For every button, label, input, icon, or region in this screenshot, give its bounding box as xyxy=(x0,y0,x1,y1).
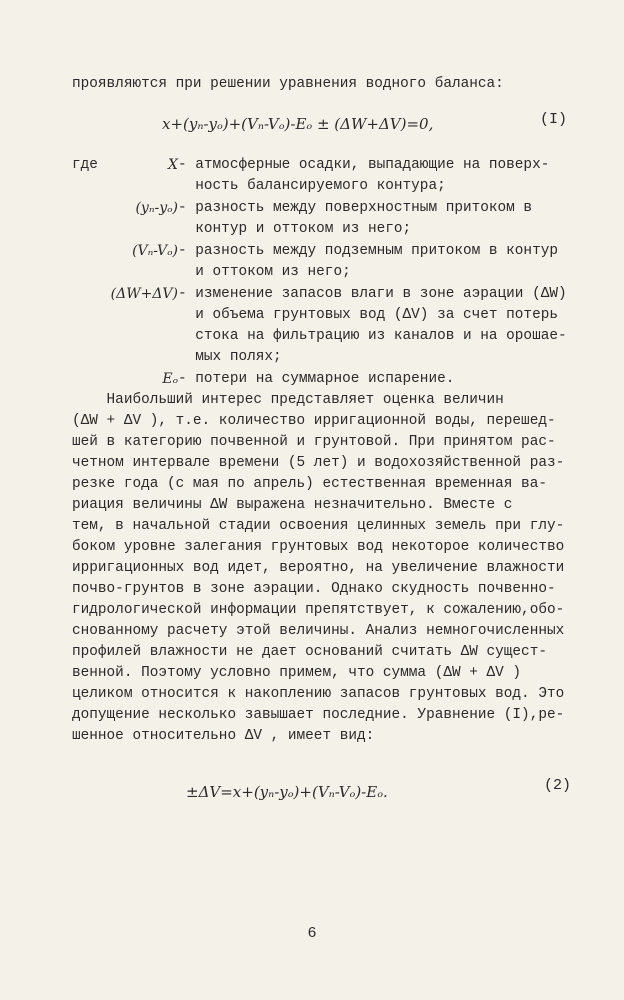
definition-term: X xyxy=(168,157,178,173)
intro-line: проявляются при решении уравнения водного баланса: xyxy=(72,76,504,92)
definition-term: (ΔW+ΔV) xyxy=(110,286,178,302)
paragraph-line: Наибольший интерес представляет оценка величин xyxy=(72,392,504,408)
definition-line: - потери на суммарное испарение. xyxy=(178,371,455,387)
where-label: где xyxy=(72,157,98,173)
definition-line: стока на фильтрацию из каналов и на орошае- xyxy=(178,328,567,344)
paragraph-line: ирригационных вод идет, вероятно, на увеличение влажности xyxy=(72,560,565,576)
definition-line: контур и оттоком из него; xyxy=(178,221,412,237)
paragraph-line: тем, в начальной стадии освоения целинных земель при глу- xyxy=(72,518,565,534)
page-number: 6 xyxy=(307,925,317,942)
definition-line: ность балансируемого контура; xyxy=(178,178,446,194)
equation-2: ±ΔV=x+(yₙ-yₒ)+(Vₙ-Vₒ)-Eₒ. xyxy=(186,783,388,801)
paragraph-line: профилей влажности не дает оснований считать ΔW сущест- xyxy=(72,644,547,660)
equation-1: x+(yₙ-yₒ)+(Vₙ-Vₒ)-Eₒ ± (ΔW+ΔV)=0, xyxy=(162,115,434,133)
paragraph-line: четном интервале времени (5 лет) и водохозяйственной раз- xyxy=(72,455,565,471)
definition-term: Eₒ xyxy=(162,371,178,387)
paragraph-line: резке года (с мая по апрель) естественная временная ва- xyxy=(72,476,547,492)
definition-line: мых полях; xyxy=(178,349,282,365)
paragraph-line: шенное относительно ΔV , имеет вид: xyxy=(72,728,375,744)
paragraph-line: боком уровне залегания грунтовых вод некоторое количество xyxy=(72,539,565,555)
paragraph-line: риация величины ΔW выражена незначительно. Вместе с xyxy=(72,497,513,513)
equation-1-number: (I) xyxy=(540,111,568,128)
definition-line: - изменение запасов влаги в зоне аэрации (ΔW) xyxy=(178,286,567,302)
paragraph-line: допущение несколько завышает последние. Уравнение (I),ре- xyxy=(72,707,565,723)
paragraph-line: венной. Поэтому условно примем, что сумма (ΔW + ΔV ) xyxy=(72,665,522,681)
definition-term: (yₙ-yₒ) xyxy=(135,200,178,216)
equation-2-number: (2) xyxy=(544,777,572,794)
paragraph-line: целиком относится к накоплению запасов грунтовых вод. Это xyxy=(72,686,565,702)
definition-line: - разность между подземным притоком в контур xyxy=(178,243,558,259)
paragraph-line: снованному расчету этой величины. Анализ немногочисленных xyxy=(72,623,565,639)
definition-line: - разность между поверхностным притоком в xyxy=(178,200,533,216)
definition-term: (Vₙ-Vₒ) xyxy=(132,243,178,259)
paragraph-line: (ΔW + ΔV ), т.е. количество ирригационной воды, перешед- xyxy=(72,413,556,429)
definition-line: и объема грунтовых вод (ΔV) за счет потерь xyxy=(178,307,558,323)
paragraph-line: шей в категорию почвенной и грунтовой. При принятом рас- xyxy=(72,434,556,450)
paragraph-line: гидрологической информации препятствует, к сожалению,обо- xyxy=(72,602,565,618)
paragraph-line: почво-грунтов в зоне аэрации. Однако скудность почвенно- xyxy=(72,581,556,597)
definition-line: и оттоком из него; xyxy=(178,264,351,280)
definition-line: - атмосферные осадки, выпадающие на поверх- xyxy=(178,157,550,173)
